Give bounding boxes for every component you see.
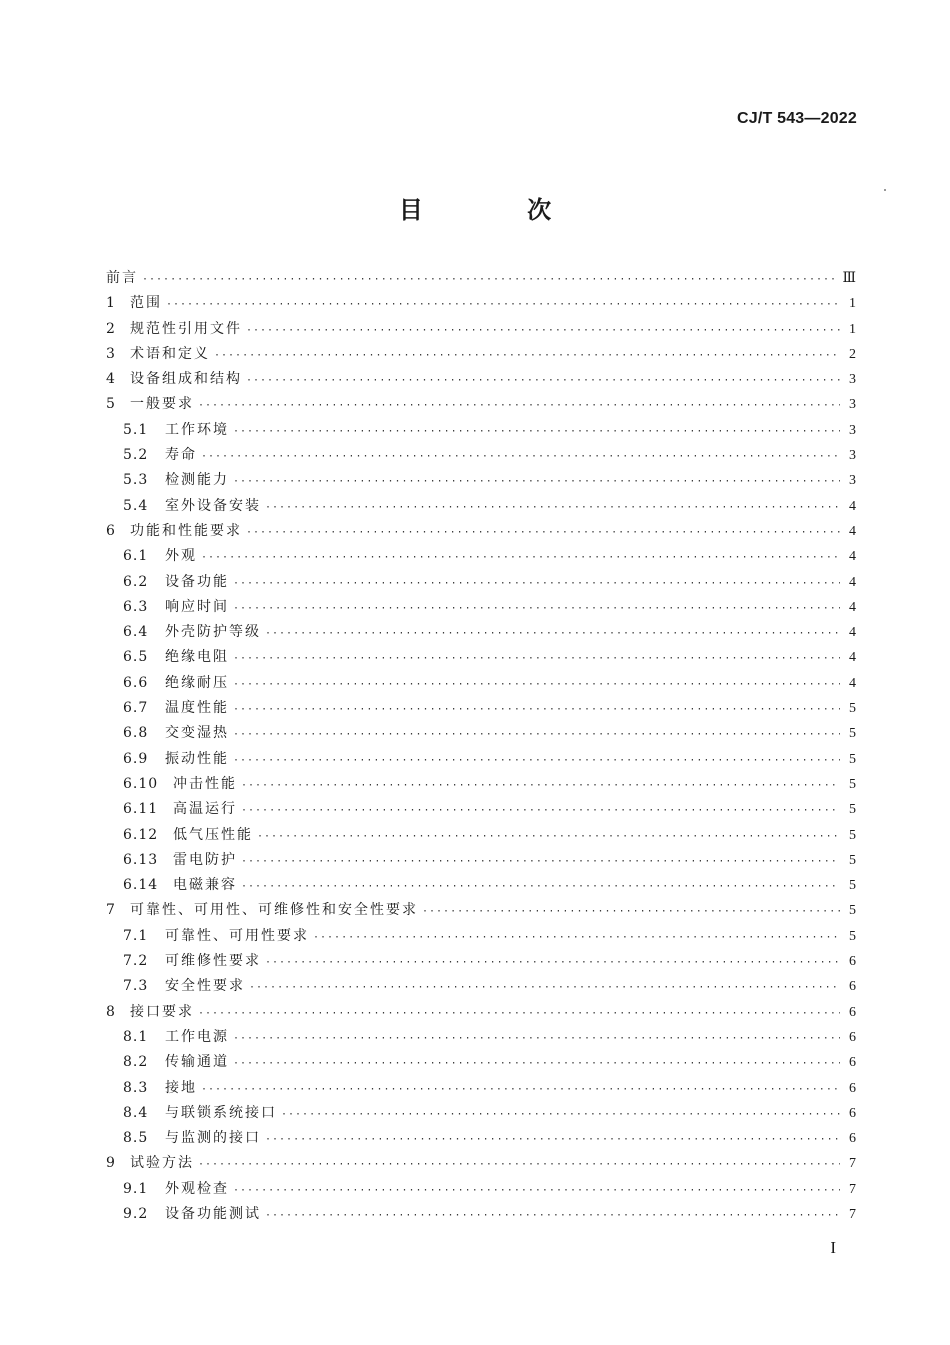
toc-entry-number: 1 <box>106 295 116 312</box>
toc-entry-number: 6.9 <box>123 750 149 767</box>
toc-entry-title: 检测能力 <box>165 472 229 489</box>
toc-entry-title: 高温运行 <box>173 801 237 818</box>
toc-entry-title: 外观 <box>165 548 197 565</box>
toc-entry-page: 3 <box>849 422 856 438</box>
toc-dot-leader <box>233 697 840 722</box>
toc-entry-page: 5 <box>849 802 856 818</box>
toc-entry[interactable] <box>106 873 856 898</box>
toc-entry[interactable] <box>106 468 856 493</box>
toc-entry[interactable] <box>106 1177 856 1202</box>
toc-entry-title: 振动性能 <box>165 750 229 767</box>
toc-entry[interactable] <box>106 620 856 645</box>
toc-entry-page: 5 <box>849 726 856 742</box>
toc-entry-title: 绝缘电阻 <box>165 649 229 666</box>
toc-entry-number: 6.1 <box>123 548 149 565</box>
toc-entry-page: 2 <box>849 346 856 362</box>
toc-entry-page: 5 <box>849 751 856 767</box>
toc-entry-page: 7 <box>849 1156 856 1172</box>
toc-entry[interactable] <box>106 544 856 569</box>
toc-entry-title: 与监测的接口 <box>165 1130 261 1147</box>
toc-dot-leader <box>233 722 840 747</box>
toc-entry-page: 1 <box>849 296 856 312</box>
toc-entry-title: 范围 <box>130 295 162 312</box>
toc-entry[interactable] <box>106 747 856 772</box>
toc-dot-leader <box>201 545 840 570</box>
toc-dot-leader <box>142 267 838 292</box>
toc-entry-page: 4 <box>849 599 856 615</box>
toc-entry-title: 响应时间 <box>165 598 229 615</box>
toc-entry-page: 3 <box>849 448 856 464</box>
toc-entry-title: 接地 <box>165 1079 197 1096</box>
toc-entry-number: 6.6 <box>123 674 149 691</box>
toc-entry-page: 7 <box>849 1181 856 1197</box>
toc-entry[interactable] <box>106 367 856 392</box>
toc-entry[interactable] <box>106 443 856 468</box>
toc-entry-title: 寿命 <box>165 447 197 464</box>
toc-dot-leader <box>241 798 840 823</box>
toc-dot-leader <box>233 419 840 444</box>
toc-entry[interactable] <box>106 949 856 974</box>
toc-entry-title: 功能和性能要求 <box>130 522 242 539</box>
toc-dot-leader <box>281 1102 840 1127</box>
toc-entry-number: 6 <box>106 522 116 539</box>
toc-entry[interactable] <box>106 898 856 923</box>
toc-entry-number: 9 <box>106 1155 116 1172</box>
toc-entry-page: 6 <box>849 1080 856 1096</box>
toc-entry-title: 一般要求 <box>130 396 194 413</box>
toc-entry[interactable] <box>106 342 856 367</box>
toc-entry-number: 6.2 <box>123 573 149 590</box>
toc-entry-title: 接口要求 <box>130 1003 194 1020</box>
toc-entry[interactable] <box>106 1025 856 1050</box>
toc-entry[interactable] <box>106 418 856 443</box>
toc-entry-page: 4 <box>849 498 856 514</box>
toc-entry[interactable] <box>106 797 856 822</box>
toc-entry-page: 4 <box>849 625 856 641</box>
toc-entry-page: Ⅲ <box>842 271 856 286</box>
toc-entry-number: 6.3 <box>123 598 149 615</box>
toc-entry-page: 5 <box>849 852 856 868</box>
toc-entry-number: 6.12 <box>123 826 159 843</box>
toc-entry-number: 6.5 <box>123 649 149 666</box>
toc-entry-page: 4 <box>849 650 856 666</box>
toc-dot-leader <box>265 1203 840 1228</box>
toc-dot-leader <box>422 899 840 924</box>
toc-entry-title: 雷电防护 <box>173 851 237 868</box>
toc-entry-page: 6 <box>849 1029 856 1045</box>
table-of-contents <box>106 266 856 1227</box>
toc-entry-page: 3 <box>849 372 856 388</box>
toc-entry-page: 4 <box>849 574 856 590</box>
toc-entry-title: 传输通道 <box>165 1054 229 1071</box>
toc-dot-leader <box>233 1051 840 1076</box>
toc-dot-leader <box>233 1178 840 1203</box>
toc-dot-leader <box>265 621 840 646</box>
toc-title: 目 次 <box>398 196 600 224</box>
toc-entry[interactable] <box>106 291 856 316</box>
toc-entry-title: 工作环境 <box>165 421 229 438</box>
toc-entry-number: 6.14 <box>123 877 159 894</box>
toc-entry[interactable] <box>106 848 856 873</box>
toc-entry-number: 6.8 <box>123 725 149 742</box>
toc-entry-page: 6 <box>849 1004 856 1020</box>
toc-entry[interactable] <box>106 645 856 670</box>
toc-entry-number: 7.1 <box>123 927 149 944</box>
toc-entry-page: 5 <box>849 701 856 717</box>
toc-entry-number: 7.3 <box>123 978 149 995</box>
toc-entry-title: 可靠性、可用性、可维修性和安全性要求 <box>130 902 418 919</box>
toc-entry[interactable] <box>106 494 856 519</box>
toc-dot-leader <box>249 975 840 1000</box>
toc-entry-title: 工作电源 <box>165 1028 229 1045</box>
toc-entry-page: 5 <box>849 878 856 894</box>
toc-entry[interactable] <box>106 721 856 746</box>
toc-entry-number: 5.1 <box>123 421 149 438</box>
toc-dot-leader <box>241 849 840 874</box>
toc-entry[interactable] <box>106 519 856 544</box>
toc-entry[interactable] <box>106 974 856 999</box>
toc-entry-title: 安全性要求 <box>165 978 245 995</box>
toc-dot-leader <box>198 1001 840 1026</box>
toc-entry-number: 7 <box>106 902 116 919</box>
toc-dot-leader <box>233 748 840 773</box>
toc-entry-page: 1 <box>849 321 856 337</box>
toc-entry-page: 7 <box>849 1206 856 1222</box>
toc-entry-title: 交变湿热 <box>165 725 229 742</box>
toc-entry-number: 8.5 <box>123 1130 149 1147</box>
toc-entry-page: 6 <box>849 1055 856 1071</box>
toc-entry[interactable] <box>106 392 856 417</box>
toc-dot-leader <box>198 1152 840 1177</box>
toc-entry-number: 8.1 <box>123 1028 149 1045</box>
toc-entry-number: 6.7 <box>123 700 149 717</box>
toc-entry-number: 5.3 <box>123 472 149 489</box>
toc-entry-number: 9.2 <box>123 1205 149 1222</box>
toc-entry[interactable] <box>106 924 856 949</box>
toc-entry-number: 5.2 <box>123 447 149 464</box>
toc-entry[interactable] <box>106 317 856 342</box>
toc-dot-leader <box>233 469 840 494</box>
toc-entry[interactable] <box>106 1000 856 1025</box>
toc-entry-number: 7.2 <box>123 953 149 970</box>
toc-entry-title: 前言 <box>106 270 138 286</box>
toc-entry-number: 4 <box>106 371 116 388</box>
toc-entry[interactable] <box>106 1050 856 1075</box>
toc-entry-page: 3 <box>849 473 856 489</box>
toc-entry-page: 6 <box>849 1131 856 1147</box>
toc-dot-leader <box>313 925 840 950</box>
toc-dot-leader <box>265 1127 840 1152</box>
standard-code: CJ/T 543—2022 <box>736 110 857 127</box>
toc-entry-title: 设备组成和结构 <box>130 371 242 388</box>
toc-dot-leader <box>265 950 840 975</box>
toc-entry[interactable] <box>106 671 856 696</box>
toc-entry-number: 5.4 <box>123 497 149 514</box>
toc-entry-title: 与联锁系统接口 <box>165 1104 277 1121</box>
toc-entry-page: 4 <box>849 675 856 691</box>
toc-dot-leader <box>233 571 840 596</box>
toc-entry-number: 2 <box>106 320 116 337</box>
toc-entry-page: 6 <box>849 979 856 995</box>
toc-dot-leader <box>233 672 840 697</box>
toc-dot-leader <box>198 393 840 418</box>
toc-entry-page: 6 <box>849 954 856 970</box>
toc-entry[interactable] <box>106 772 856 797</box>
toc-entry[interactable] <box>106 823 856 848</box>
page-number: I <box>830 1238 836 1257</box>
toc-entry-title: 设备功能测试 <box>165 1205 261 1222</box>
toc-entry-number: 6.10 <box>123 775 159 792</box>
toc-entry[interactable] <box>106 1126 856 1151</box>
toc-entry[interactable] <box>106 1151 856 1176</box>
toc-entry-title: 绝缘耐压 <box>165 674 229 691</box>
toc-dot-leader <box>246 318 840 343</box>
toc-entry-title: 室外设备安装 <box>165 497 261 514</box>
toc-entry-title: 规范性引用文件 <box>130 320 242 337</box>
toc-entry[interactable] <box>106 570 856 595</box>
toc-entry-number: 8.3 <box>123 1079 149 1096</box>
toc-entry-number: 8.2 <box>123 1054 149 1071</box>
toc-dot-leader <box>241 874 840 899</box>
toc-entry-page: 5 <box>849 928 856 944</box>
toc-entry-title: 电磁兼容 <box>173 877 237 894</box>
toc-entry-title: 温度性能 <box>165 700 229 717</box>
toc-entry-title: 试验方法 <box>130 1155 194 1172</box>
toc-entry-page: 3 <box>849 397 856 413</box>
toc-entry-page: 5 <box>849 903 856 919</box>
toc-entry[interactable] <box>106 1101 856 1126</box>
toc-entry-title: 低气压性能 <box>173 826 253 843</box>
toc-dot-leader <box>265 495 840 520</box>
toc-dot-leader <box>201 1077 840 1102</box>
toc-dot-leader <box>246 368 840 393</box>
toc-entry[interactable] <box>106 595 856 620</box>
toc-dot-leader <box>257 824 840 849</box>
toc-entry[interactable] <box>106 696 856 721</box>
toc-entry-page: 5 <box>849 827 856 843</box>
toc-entry-title: 可维修性要求 <box>165 953 261 970</box>
toc-entry-number: 8 <box>106 1003 116 1020</box>
toc-entry-title: 冲击性能 <box>173 775 237 792</box>
toc-dot-leader <box>214 343 840 368</box>
toc-dot-leader <box>233 646 840 671</box>
toc-entry[interactable] <box>106 266 856 291</box>
toc-entry-title: 设备功能 <box>165 573 229 590</box>
toc-dot-leader <box>241 773 840 798</box>
toc-dot-leader <box>233 1026 840 1051</box>
toc-entry-number: 5 <box>106 396 116 413</box>
toc-entry-page: 6 <box>849 1105 856 1121</box>
toc-entry-title: 外壳防护等级 <box>165 624 261 641</box>
toc-dot-leader <box>233 596 840 621</box>
toc-entry-number: 8.4 <box>123 1104 149 1121</box>
toc-entry-page: 4 <box>849 549 856 565</box>
toc-dot-leader <box>166 292 840 317</box>
toc-entry-title: 术语和定义 <box>130 345 210 362</box>
toc-entry-number: 6.11 <box>123 801 159 818</box>
toc-entry-number: 9.1 <box>123 1180 149 1197</box>
toc-dot-leader <box>201 444 840 469</box>
toc-entry[interactable] <box>106 1202 856 1227</box>
toc-entry-number: 6.4 <box>123 624 149 641</box>
toc-entry-page: 4 <box>849 523 856 539</box>
toc-entry-number: 6.13 <box>123 851 159 868</box>
toc-entry-number: 3 <box>106 345 116 362</box>
toc-entry-page: 5 <box>849 776 856 792</box>
toc-entry-title: 可靠性、可用性要求 <box>165 927 309 944</box>
toc-entry[interactable] <box>106 1076 856 1101</box>
toc-dot-leader <box>246 520 840 545</box>
toc-entry-title: 外观检查 <box>165 1180 229 1197</box>
